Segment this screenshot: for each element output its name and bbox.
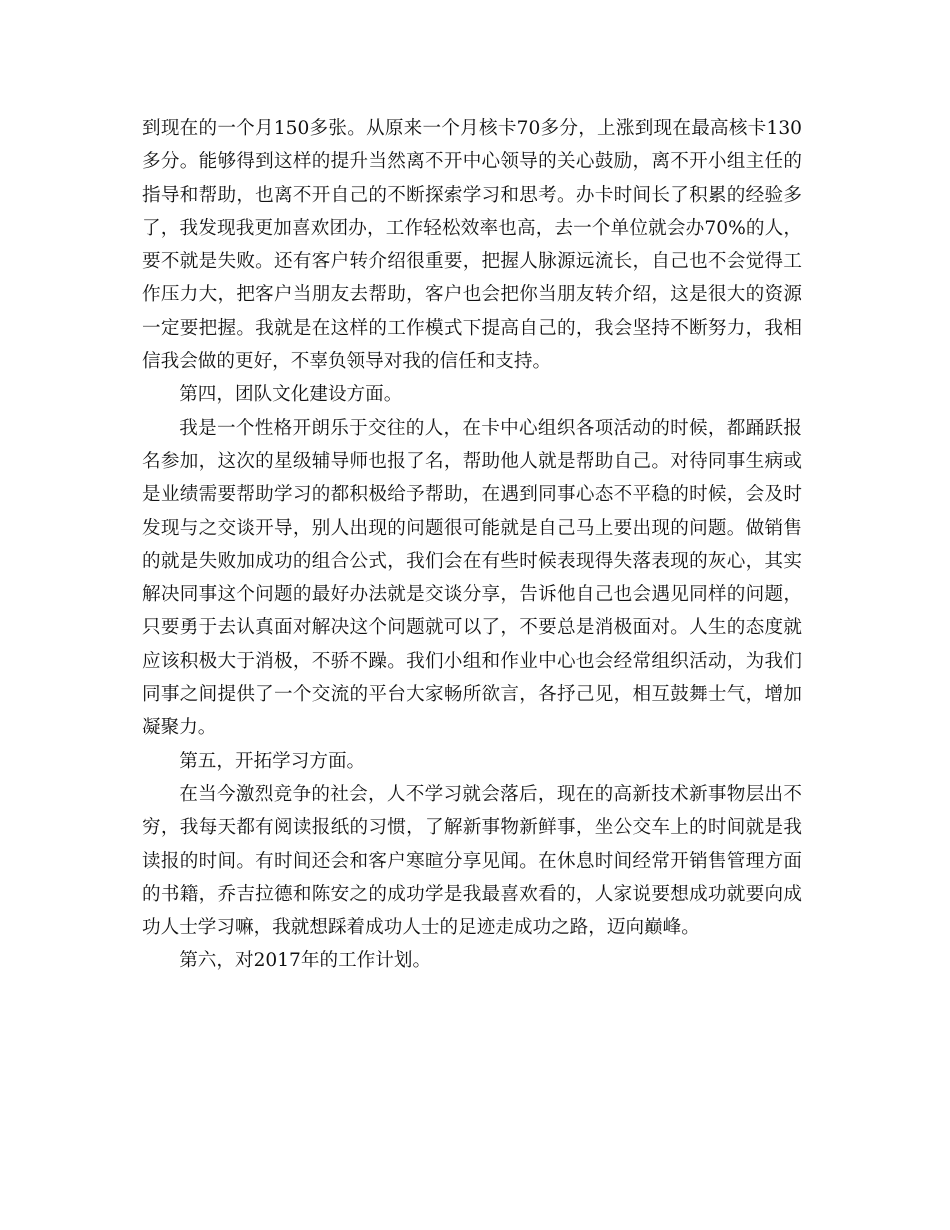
section-heading-four: 第四，团队文化建设方面。 (179, 384, 403, 406)
document-page (142, 112, 802, 978)
paragraph-continuation: 到现在的一个月150多张。从原来一个月核卡70多分，上涨到现在最高核卡130多分。能够得到这样的提升当然离不开中心领导的关心鼓励，离不开小组主任的指导和帮助，也离不开自己的不断探索学习和思考。办卡时间长了积累的经验多了，我发现我更加喜欢团办，工作轻松效率也高，去一个单位就会办70%的人，要不就是失败。还有客户转介绍很重要，把握人脉源远流长，自己也不会觉得工作压力大，把客户当朋友去帮助，客户也会把你当朋友转介绍，这是很大的资源一定要把握。我就是在这样的工作模式下提高自己的，我会坚持不断努力，我相信我会做的更好，不辜负领导对我的信任和支持。 (142, 118, 802, 373)
paragraph-team-culture: 我是一个性格开朗乐于交往的人，在卡中心组织各项活动的时候，都踊跃报名参加，这次的星级辅导师也报了名，帮助他人就是帮助自己。对待同事生病或是业绩需要帮助学习的都积极给予帮助，在遇到同事心态不平稳的时候，会及时发现与之交谈开导，别人出现的问题很可能就是自己马上要出现的问题。做销售的就是失败加成功的组合公式，我们会在有些时候表现得失落表现的灰心，其实解决同事这个问题的最好办法就是交谈分享，告诉他自己也会遇见同样的问题，只要勇于去认真面对解决这个问题就可以了，不要总是消极面对。人生的态度就应该积极大于消极，不骄不躁。我们小组和作业中心也会经常组织活动，为我们同事之间提供了一个交流的平台大家畅所欲言，各抒己见，相互鼓舞士气，增加凝聚力。 (142, 417, 802, 739)
section-heading-five: 第五，开拓学习方面。 (179, 750, 366, 772)
section-heading-six: 第六，对2017年的工作计划。 (179, 950, 432, 972)
paragraph-learning: 在当今激烈竞争的社会，人不学习就会落后，现在的高新技术新事物层出不穷，我每天都有阅读报纸的习惯，了解新事物新鲜事，坐公交车上的时间就是我读报的时间。有时间还会和客户寒暄分享见闻。在休息时间经常开销售管理方面的书籍，乔吉拉德和陈安之的成功学是我最喜欢看的，人家说要想成功就要向成功人士学习嘛，我就想踩着成功人士的足迹走成功之路，迈向巅峰。 (142, 783, 802, 939)
